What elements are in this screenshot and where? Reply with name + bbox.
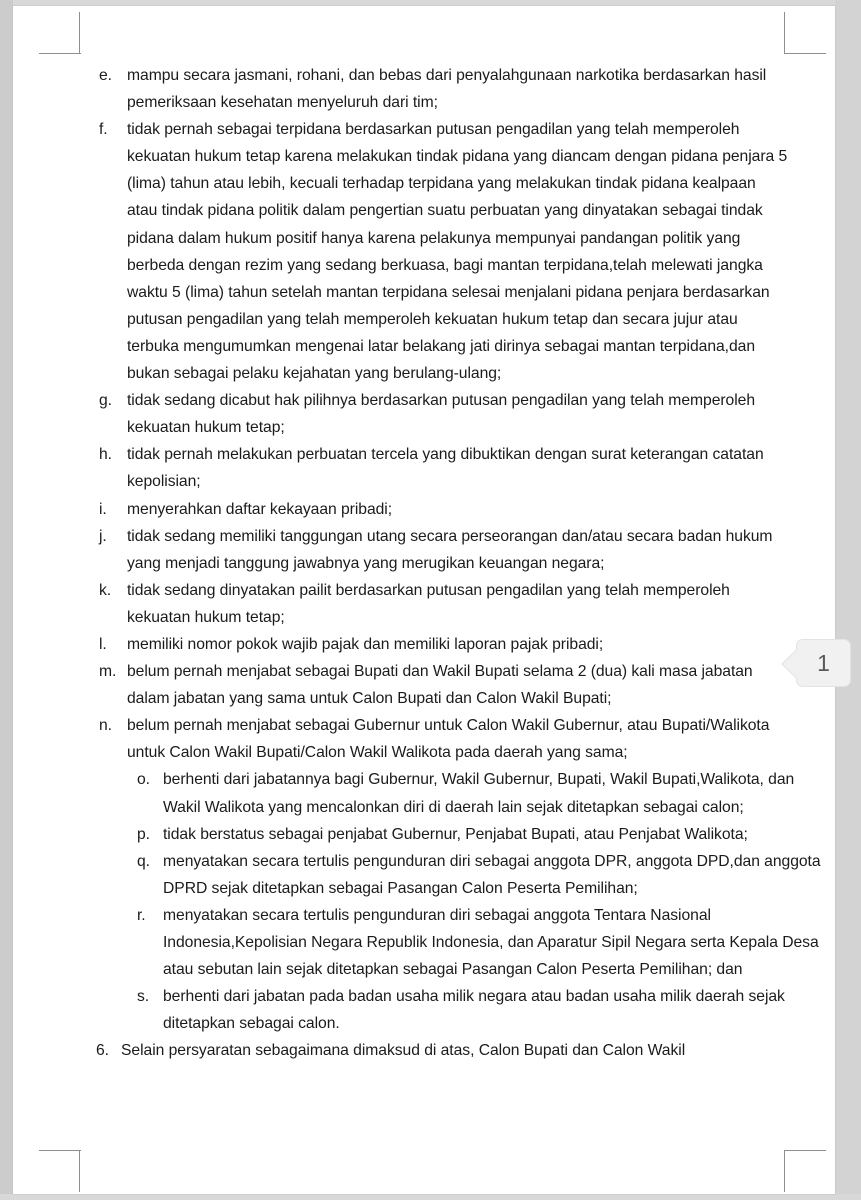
list-item bbox=[99, 712, 789, 766]
list-item-marker: s. bbox=[137, 988, 150, 1006]
list-item-text: tidak berstatus sebagai penjabat Gubernur, Penjabat Bupati, atau Penjabat Walikota; bbox=[163, 825, 748, 843]
list-item-text: menyerahkan daftar kekayaan pribadi; bbox=[127, 500, 393, 518]
list-item-text: tidak pernah melakukan perbuatan tercela yang dibuktikan dengan surat keterangan catatan kepolisian; bbox=[127, 446, 764, 491]
list-item-text: tidak sedang dinyatakan pailit berdasarkan putusan pengadilan yang telah memperoleh kekuatan hukum tetap; bbox=[127, 581, 730, 626]
page-number-badge[interactable] bbox=[796, 639, 851, 687]
viewer-bottom-strip bbox=[0, 1194, 861, 1200]
document-page[interactable] bbox=[13, 6, 835, 1194]
list-item-text: menyatakan secara tertulis pengunduran diri sebagai anggota DPR, anggota DPD,dan anggota DPRD sejak ditetapkan sebagai Pasangan Calon Peserta Pemilihan; bbox=[163, 852, 821, 897]
list-item-text: menyatakan secara tertulis pengunduran diri sebagai anggota Tentara Nasional Indonesia,Kepolisian Negara Republik Indonesia, dan Aparatur Sipil Negara serta Kepala Desa atau sebutan lain sejak ditetapkan sebagai Pasangan Calon Peserta Pemilihan; dan bbox=[163, 906, 819, 979]
list-item-marker: r. bbox=[137, 906, 146, 924]
list-item-text: Selain persyaratan sebagaimana dimaksud di atas, Calon Bupati dan Calon Wakil bbox=[121, 1042, 686, 1060]
list-item bbox=[137, 983, 827, 1037]
list-item-text: belum pernah menjabat sebagai Bupati dan Wakil Bupati selama 2 (dua) kali masa jabatan dalam jabatan yang sama untuk Calon Bupati dan Calon Wakil Bupati; bbox=[127, 663, 753, 708]
list-item bbox=[99, 658, 789, 712]
list-item-marker: f. bbox=[99, 121, 108, 139]
list-item-text: belum pernah menjabat sebagai Gubernur untuk Calon Wakil Gubernur, atau Bupati/Walikota untuk Calon Wakil Bupati/Calon Wakil Walikota pada daerah yang sama; bbox=[127, 717, 770, 762]
list-item-marker: p. bbox=[137, 825, 150, 843]
list-item-marker: 6. bbox=[96, 1042, 109, 1060]
viewer-left-gutter bbox=[0, 0, 13, 1200]
list-item bbox=[99, 387, 789, 441]
list-item-marker: k. bbox=[99, 581, 112, 599]
list-item-text: berhenti dari jabatan pada badan usaha milik negara atau badan usaha milik daerah sejak ditetapkan sebagai calon. bbox=[163, 988, 785, 1033]
list-item bbox=[96, 1037, 789, 1064]
page-number-value: 1 bbox=[817, 649, 830, 676]
list-item-text: berhenti dari jabatannya bagi Gubernur, Wakil Gubernur, Bupati, Wakil Bupati,Walikota, dan Wakil Walikota yang mencalonkan diri di daerah lain sejak ditetapkan sebagai calon; bbox=[163, 771, 795, 816]
list-item-text: tidak sedang memiliki tanggungan utang secara perseorangan dan/atau secara badan hukum yang menjadi tanggung jawabnya yang merugikan keuangan negara; bbox=[127, 527, 773, 572]
list-item-text: mampu secara jasmani, rohani, dan bebas dari penyalahgunaan narkotika berdasarkan hasil pemeriksaan kesehatan menyeluruh dari tim; bbox=[127, 67, 767, 112]
list-item bbox=[99, 523, 789, 577]
list-item-marker: j. bbox=[99, 527, 107, 545]
list-item-marker: i. bbox=[99, 500, 107, 518]
list-item-marker: m. bbox=[99, 663, 117, 681]
list-item-text: tidak pernah sebagai terpidana berdasarkan putusan pengadilan yang telah memperoleh kekuatan hukum tetap karena melakukan tindak pidana yang diancam dengan pidana penjara 5 (lima) tahun atau lebih, kecuali terhadap terpidana yang melakukan tindak pidana kealpaan atau tindak pidana politik dalam pengertian suatu perbuatan yang dinyatakan sebagai tindak pidana dalam hukum positif hanya karena pelakunya mempunyai pandangan politik yang berbeda dengan rezim yang sedang berkuasa, bagi mantan terpidana,telah melewati jangka waktu 5 (lima) tahun setelah mantan terpidana selesai menjalani pidana penjara berdasarkan putusan pengadilan yang telah memperoleh kekuatan hukum tetap dan secara jujur atau terbuka mengumumkan mengenai latar belakang jati dirinya sebagai mantan terpidana,dan bukan sebagai pelaku kejahatan yang berulang-ulang; bbox=[127, 121, 788, 383]
crop-mark-bottom-left-icon bbox=[39, 1150, 81, 1192]
list-item bbox=[137, 766, 827, 820]
list-item-marker: h. bbox=[99, 446, 112, 464]
list-item bbox=[137, 902, 827, 983]
crop-mark-bottom-right-icon bbox=[783, 1150, 825, 1192]
list-item bbox=[99, 496, 789, 523]
list-item bbox=[137, 848, 827, 902]
document-text-body bbox=[96, 62, 821, 1064]
list-item-marker: o. bbox=[137, 771, 150, 789]
list-item-marker: g. bbox=[99, 392, 112, 410]
list-item bbox=[99, 116, 789, 387]
crop-mark-top-left-icon bbox=[39, 12, 81, 54]
list-item bbox=[99, 631, 789, 658]
list-item bbox=[99, 441, 789, 495]
list-item-marker: q. bbox=[137, 852, 150, 870]
list-item-marker: e. bbox=[99, 67, 112, 84]
list-item bbox=[99, 577, 789, 631]
list-item bbox=[99, 62, 789, 116]
list-item-marker: l. bbox=[99, 635, 107, 653]
viewer-right-gutter[interactable] bbox=[835, 0, 861, 1200]
crop-mark-top-right-icon bbox=[783, 12, 825, 54]
list-item-text: memiliki nomor pokok wajib pajak dan memiliki laporan pajak pribadi; bbox=[127, 635, 604, 653]
list-item bbox=[137, 821, 827, 848]
list-item-marker: n. bbox=[99, 717, 112, 735]
list-item-text: tidak sedang dicabut hak pilihnya berdasarkan putusan pengadilan yang telah memperoleh kekuatan hukum tetap; bbox=[127, 392, 755, 437]
